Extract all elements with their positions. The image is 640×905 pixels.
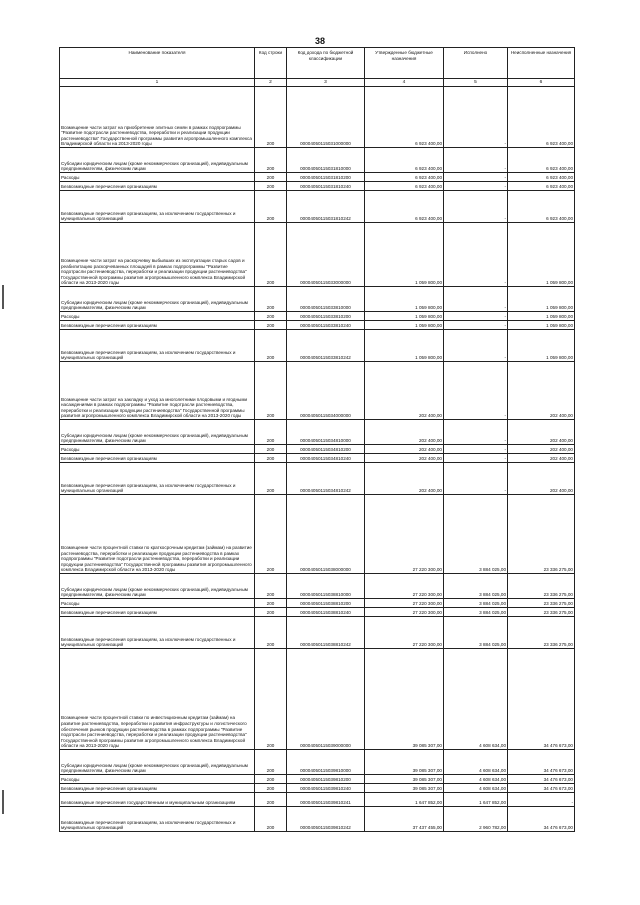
budget-code: 00004050115038000000 [287, 495, 365, 574]
executed-amount: - [444, 463, 508, 495]
table-row [60, 793, 575, 807]
indicator-name: Субсидии юридическим лицам (кроме некоммерческих организаций), индивидуальным предпринимателям, физическим лицам [60, 420, 255, 445]
indicator-name: Безвозмездные перечисления организациям, за исключением государственных и муниципальных организаций [60, 463, 255, 495]
budget-code: 00004050115039810242 [287, 807, 365, 832]
table-row [60, 321, 575, 330]
indicator-name: Расходы [60, 775, 255, 784]
executed-amount: - [444, 454, 508, 463]
indicator-name: Безвозмездные перечисления организациям, за исключением государственных и муниципальных организаций [60, 191, 255, 223]
line-code: 200 [255, 223, 287, 287]
approved-amount: 27 220 300,00 [365, 608, 444, 617]
executed-amount: - [444, 321, 508, 330]
approved-amount: 39 085 307,00 [365, 750, 444, 775]
unexecuted-amount: 34 476 673,00 [508, 784, 575, 793]
unexecuted-amount: 23 336 275,00 [508, 599, 575, 608]
budget-code: 00004050115033000000 [287, 223, 365, 287]
unexecuted-amount: 6 923 400,00 [508, 173, 575, 182]
budget-code: 00004050115039810241 [287, 793, 365, 807]
budget-code: 00004050115034810200 [287, 445, 365, 454]
header-approved: Утвержденные бюджетные назначения [365, 48, 444, 79]
line-code: 200 [255, 784, 287, 793]
approved-amount: 39 085 307,00 [365, 649, 444, 750]
approved-amount: 27 220 300,00 [365, 617, 444, 649]
indicator-name: Субсидии юридическим лицам (кроме некоммерческих организаций), индивидуальным предпринимателям, физическим лицам [60, 750, 255, 775]
line-code: 200 [255, 191, 287, 223]
line-code: 200 [255, 87, 287, 148]
table-row [60, 775, 575, 784]
executed-amount: 3 884 025,00 [444, 617, 508, 649]
table-row [60, 420, 575, 445]
table-row [60, 87, 575, 148]
table-row [60, 312, 575, 321]
column-number: 5 [444, 79, 508, 87]
approved-amount: 1 647 852,00 [365, 793, 444, 807]
table-row [60, 608, 575, 617]
unexecuted-amount: 34 476 673,00 [508, 775, 575, 784]
line-code: 200 [255, 463, 287, 495]
indicator-name: Расходы [60, 599, 255, 608]
unexecuted-amount: 1 059 800,00 [508, 330, 575, 362]
unexecuted-amount: 6 923 400,00 [508, 148, 575, 173]
approved-amount: 27 220 300,00 [365, 599, 444, 608]
table-row [60, 617, 575, 649]
line-code: 200 [255, 148, 287, 173]
line-code: 200 [255, 793, 287, 807]
approved-amount: 1 059 800,00 [365, 321, 444, 330]
unexecuted-amount: 202 400,00 [508, 463, 575, 495]
budget-code: 00004050115031810000 [287, 148, 365, 173]
unexecuted-amount: - [508, 793, 575, 807]
line-code: 200 [255, 454, 287, 463]
approved-amount: 1 059 800,00 [365, 330, 444, 362]
approved-amount: 6 923 400,00 [365, 173, 444, 182]
executed-amount: - [444, 362, 508, 420]
table-row [60, 445, 575, 454]
unexecuted-amount: 202 400,00 [508, 362, 575, 420]
unexecuted-amount: 6 923 400,00 [508, 182, 575, 191]
unexecuted-amount: 23 336 275,00 [508, 495, 575, 574]
unexecuted-amount: 6 923 400,00 [508, 87, 575, 148]
budget-code: 00004050115038810242 [287, 617, 365, 649]
approved-amount: 39 085 307,00 [365, 784, 444, 793]
executed-amount: 4 608 634,00 [444, 775, 508, 784]
executed-amount: 3 884 025,00 [444, 608, 508, 617]
executed-amount: - [444, 182, 508, 191]
approved-amount: 6 923 400,00 [365, 148, 444, 173]
unexecuted-amount: 34 476 673,00 [508, 649, 575, 750]
unexecuted-amount: 23 336 275,00 [508, 574, 575, 599]
unexecuted-amount: 1 059 800,00 [508, 312, 575, 321]
binding-mark [2, 285, 4, 309]
budget-code: 00004050115038810000 [287, 574, 365, 599]
budget-code: 00004050115031810200 [287, 173, 365, 182]
executed-amount: - [444, 420, 508, 445]
budget-code: 00004050115031810240 [287, 182, 365, 191]
page-number: 38 [314, 36, 325, 46]
table-row [60, 750, 575, 775]
executed-amount: 3 884 025,00 [444, 574, 508, 599]
approved-amount: 6 923 400,00 [365, 191, 444, 223]
header-line-code: Код строки [255, 48, 287, 79]
column-number-row [60, 79, 575, 87]
executed-amount: 2 960 782,00 [444, 807, 508, 832]
table-row [60, 649, 575, 750]
table-row [60, 223, 575, 287]
budget-code: 00004050115033810240 [287, 321, 365, 330]
executed-amount: 4 608 634,00 [444, 750, 508, 775]
executed-amount: 4 608 634,00 [444, 649, 508, 750]
budget-code: 00004050115033810242 [287, 330, 365, 362]
header-indicator-name: Наименование показателя [60, 48, 255, 79]
line-code: 200 [255, 312, 287, 321]
line-code: 200 [255, 445, 287, 454]
executed-amount: 4 608 634,00 [444, 784, 508, 793]
indicator-name: Безвозмездные перечисления организациям [60, 321, 255, 330]
line-code: 200 [255, 807, 287, 832]
approved-amount: 202 400,00 [365, 420, 444, 445]
executed-amount: - [444, 87, 508, 148]
approved-amount: 6 923 400,00 [365, 182, 444, 191]
column-number: 2 [255, 79, 287, 87]
table-body [60, 87, 575, 832]
unexecuted-amount: 1 059 800,00 [508, 287, 575, 312]
indicator-name: Безвозмездные перечисления организациям [60, 182, 255, 191]
budget-code: 00004050115039810240 [287, 784, 365, 793]
budget-code: 00004050115038810240 [287, 608, 365, 617]
column-number: 4 [365, 79, 444, 87]
indicator-name: Безвозмездные перечисления организациям, за исключением государственных и муниципальных организаций [60, 330, 255, 362]
executed-amount: - [444, 312, 508, 321]
budget-code: 00004050115031000000 [287, 87, 365, 148]
unexecuted-amount: 202 400,00 [508, 445, 575, 454]
indicator-name: Безвозмездные перечисления организациям [60, 454, 255, 463]
approved-amount: 202 400,00 [365, 362, 444, 420]
executed-amount: - [444, 287, 508, 312]
line-code: 200 [255, 362, 287, 420]
indicator-name: Возмещение части процентной ставки по инвестиционным кредитам (займам) на развитие растениеводства, переработки и развития инфраструктуры и логистического обеспечения рынков продукции растениеводства в рамках подпрограммы "Развитие подотрасли растениеводства, переработки и реализации продукции растениеводства" Государственной программы развития агропромышленного комплекса Владимирской области на 2013-2020 годы [60, 649, 255, 750]
budget-code: 00004050115033810000 [287, 287, 365, 312]
line-code: 200 [255, 599, 287, 608]
indicator-name: Возмещение части затрат на закладку и уход за многолетними плодовыми и ягодными насаждениями в рамках подпрограммы "Развитие подотрасли растениеводства, переработки и реализации продукции растениеводства" Государственной программы развития агропромышленного комплекса Владимирской области на 2013-2020 годы [60, 362, 255, 420]
unexecuted-amount: 23 336 275,00 [508, 608, 575, 617]
unexecuted-amount: 23 336 275,00 [508, 617, 575, 649]
indicator-name: Расходы [60, 173, 255, 182]
indicator-name: Безвозмездные перечисления организациям [60, 784, 255, 793]
budget-code: 00004050115034000000 [287, 362, 365, 420]
line-code: 200 [255, 287, 287, 312]
line-code: 200 [255, 608, 287, 617]
approved-amount: 1 059 800,00 [365, 312, 444, 321]
approved-amount: 1 059 800,00 [365, 287, 444, 312]
header-executed: Исполнено [444, 48, 508, 79]
executed-amount: 3 884 025,00 [444, 599, 508, 608]
table-row [60, 148, 575, 173]
indicator-name: Субсидии юридическим лицам (кроме некоммерческих организаций), индивидуальным предпринимателям, физическим лицам [60, 287, 255, 312]
line-code: 200 [255, 182, 287, 191]
executed-amount: - [444, 223, 508, 287]
indicator-name: Возмещение части затрат на приобретение элитных семян в рамках подпрограммы "Развитие подотрасли растениеводства, переработки и реализации продукции растениеводства" Государственной программы развития агропромышленного комплекса Владимирской области на 2013-2020 годы [60, 87, 255, 148]
executed-amount: - [444, 148, 508, 173]
line-code: 200 [255, 495, 287, 574]
indicator-name: Субсидии юридическим лицам (кроме некоммерческих организаций), индивидуальным предпринимателям, физическим лицам [60, 148, 255, 173]
budget-code: 00004050115034810000 [287, 420, 365, 445]
line-code: 200 [255, 321, 287, 330]
indicator-name: Субсидии юридическим лицам (кроме некоммерческих организаций), индивидуальным предпринимателям, физическим лицам [60, 574, 255, 599]
approved-amount: 202 400,00 [365, 445, 444, 454]
table-row [60, 362, 575, 420]
table-row [60, 173, 575, 182]
budget-report-table [59, 47, 575, 832]
budget-code: 00004050115039810000 [287, 750, 365, 775]
table-row [60, 191, 575, 223]
indicator-name: Безвозмездные перечисления организациям, за исключением государственных и муниципальных организаций [60, 807, 255, 832]
table-row [60, 574, 575, 599]
unexecuted-amount: 1 059 800,00 [508, 321, 575, 330]
budget-code: 00004050115039810200 [287, 775, 365, 784]
approved-amount: 39 085 307,00 [365, 775, 444, 784]
table-row [60, 287, 575, 312]
column-number: 1 [60, 79, 255, 87]
unexecuted-amount: 1 059 800,00 [508, 223, 575, 287]
indicator-name: Расходы [60, 445, 255, 454]
line-code: 200 [255, 420, 287, 445]
line-code: 200 [255, 750, 287, 775]
unexecuted-amount: 202 400,00 [508, 420, 575, 445]
table-row [60, 599, 575, 608]
budget-code: 00004050115038810200 [287, 599, 365, 608]
line-code: 200 [255, 330, 287, 362]
header-budget-code: Код дохода по бюджетной классификации [287, 48, 365, 79]
column-number: 6 [508, 79, 575, 87]
column-number: 3 [287, 79, 365, 87]
table-row [60, 784, 575, 793]
indicator-name: Возмещение части процентной ставки по краткосрочным кредитам (займам) на развитие растениеводства, переработки и реализации продукции растениеводства в рамках подпрограммы "Развитие подотрасли растениеводства, переработки и реализации продукции растениеводства" Государственной программы развития агропромышленного комплекса Владимирской области на 2013-2020 годы [60, 495, 255, 574]
approved-amount: 202 400,00 [365, 463, 444, 495]
approved-amount: 27 220 300,00 [365, 574, 444, 599]
line-code: 200 [255, 617, 287, 649]
approved-amount: 27 220 300,00 [365, 495, 444, 574]
indicator-name: Безвозмездные перечисления организациям [60, 608, 255, 617]
budget-code: 00004050115034810240 [287, 454, 365, 463]
indicator-name: Безвозмездные перечисления государственным и муниципальным организациям [60, 793, 255, 807]
executed-amount: - [444, 445, 508, 454]
approved-amount: 37 437 455,00 [365, 807, 444, 832]
line-code: 200 [255, 173, 287, 182]
unexecuted-amount: 34 476 673,00 [508, 807, 575, 832]
indicator-name: Расходы [60, 312, 255, 321]
table-row [60, 807, 575, 832]
approved-amount: 1 059 800,00 [365, 223, 444, 287]
indicator-name: Возмещение части затрат на раскорчевку выбывших из эксплуатации старых садов и реабилитацию раскорчеванных площадей в рамках подпрограммы "Развитие подотрасли растениеводства, переработки и реализации продукции растениеводства" Государственной программы развития агропромышленного комплекса Владимирской области на 2013-2020 годы [60, 223, 255, 287]
unexecuted-amount: 34 476 673,00 [508, 750, 575, 775]
table-row [60, 463, 575, 495]
line-code: 200 [255, 775, 287, 784]
line-code: 200 [255, 574, 287, 599]
indicator-name: Безвозмездные перечисления организациям, за исключением государственных и муниципальных организаций [60, 617, 255, 649]
table-row [60, 330, 575, 362]
executed-amount: - [444, 330, 508, 362]
executed-amount: 1 647 852,00 [444, 793, 508, 807]
binding-mark [2, 790, 4, 814]
header-unexecuted: Неисполненные назначения [508, 48, 575, 79]
table-row [60, 182, 575, 191]
budget-code: 00004050115034810242 [287, 463, 365, 495]
budget-code: 00004050115031810242 [287, 191, 365, 223]
budget-code: 00004050115033810200 [287, 312, 365, 321]
line-code: 200 [255, 649, 287, 750]
approved-amount: 202 400,00 [365, 454, 444, 463]
budget-code: 00004050115039000000 [287, 649, 365, 750]
unexecuted-amount: 202 400,00 [508, 454, 575, 463]
table-row [60, 454, 575, 463]
executed-amount: - [444, 173, 508, 182]
executed-amount: 3 884 025,00 [444, 495, 508, 574]
unexecuted-amount: 6 923 400,00 [508, 191, 575, 223]
table-row [60, 495, 575, 574]
executed-amount: - [444, 191, 508, 223]
approved-amount: 6 923 400,00 [365, 87, 444, 148]
